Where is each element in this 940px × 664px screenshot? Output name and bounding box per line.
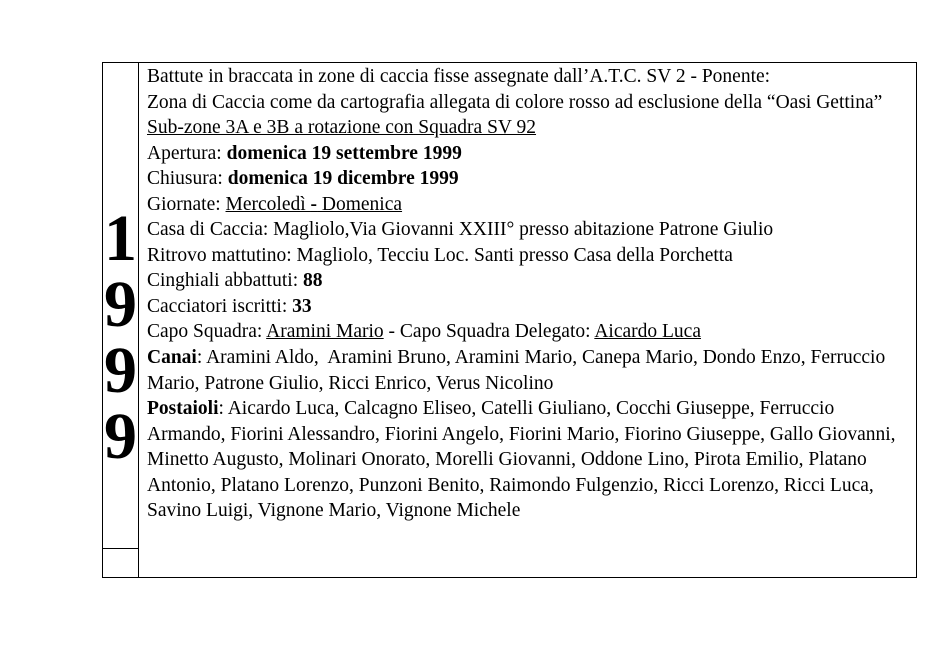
- battute-intro: [147, 64, 912, 90]
- text-segment: Apertura:: [147, 142, 227, 164]
- text-segment: Sub-zone 3A e 3B a rotazione con Squadra SV 92: [147, 117, 537, 139]
- text-segment: Casa di Caccia: Magliolo,Via Giovanni XXIII° presso abitazione Patrone Giulio: [147, 219, 774, 241]
- cacciatori-iscritti: [147, 294, 912, 320]
- text-segment: Zona di Caccia come da cartografia allegata di colore rosso ad esclusione della “Oasi Gettina”: [147, 91, 883, 113]
- year-1999-cell: [103, 63, 138, 549]
- postaioli: [147, 396, 912, 524]
- text-segment: Cinghiali abbattuti:: [147, 270, 303, 292]
- year-digit-4: 9: [104, 400, 137, 473]
- canai: [147, 345, 912, 396]
- year-digit-2: 9: [104, 268, 137, 341]
- text-segment: Domenica: [317, 193, 403, 215]
- text-segment: Battute in braccata in zone di caccia fisse assegnate dall’A.T.C. SV 2 - Ponente:: [147, 66, 771, 87]
- record-details-cell: [139, 63, 916, 577]
- text-segment: 33: [292, 295, 312, 317]
- year-digit-3: 9: [104, 334, 137, 407]
- casa-di-caccia: [147, 217, 912, 243]
- ritrovo-mattutino: [147, 243, 912, 269]
- year-column-empty-cell: [103, 549, 138, 577]
- cinghiali-abbattuti: [147, 268, 912, 294]
- text-segment: Canai: [147, 347, 197, 369]
- apertura: [147, 141, 912, 167]
- text-segment: Aramini Mario: [266, 321, 384, 343]
- zona-di-caccia: [147, 90, 912, 116]
- text-segment: : Aicardo Luca, Calcagno Eliseo, Catelli Giuliano, Cocchi Giuseppe, Ferruccio Armando, Fiorini Alessandro, Fiorini Angelo, Fiorini Mario, Fiorino Giuseppe, Gallo Giovanni, Minetto Augusto, Molinari Onorato, Morelli Giovanni, Oddone Lino, Pirota Emilio, Platano Antonio, Platano Lorenzo, Punzoni Benito, Raimondo Fulgenzio, Ricci Lorenzo, Ricci Luca, Savino Luigi, Vignone Mario, Vignone Michele: [147, 398, 901, 522]
- text-segment: Ritrovo mattutino: Magliolo, Tecciu Loc. Santi presso Casa della Porchetta: [147, 244, 733, 266]
- text-segment: Cacciatori iscritti:: [147, 295, 293, 317]
- text-segment: Giornate:: [147, 193, 226, 215]
- year-digit-1: 1: [104, 202, 137, 275]
- chiusura: [147, 166, 912, 192]
- text-segment: Postaioli: [147, 398, 219, 420]
- giornate: [147, 192, 912, 218]
- text-segment: : Aramini Aldo, Aramini Bruno, Aramini Mario, Canepa Mario, Dondo Enzo, Ferruccio Mario, Patrone Giulio, Ricci Enrico, Verus Nicolino: [147, 347, 891, 394]
- text-segment: Mercoledì: [225, 193, 311, 215]
- capo-squadra: [147, 319, 912, 345]
- text-segment: domenica 19 settembre 1999: [226, 142, 462, 164]
- text-segment: Capo Squadra:: [147, 321, 267, 343]
- year-column: [103, 63, 139, 577]
- text-segment: - Capo Squadra Delegato:: [383, 321, 595, 343]
- text-segment: -: [310, 193, 318, 215]
- text-segment: Aicardo Luca: [594, 321, 701, 343]
- text-segment: Chiusura:: [147, 168, 228, 190]
- sub-zone: [147, 115, 912, 141]
- text-segment: 88: [302, 270, 323, 292]
- hunting-record-table: [102, 62, 917, 578]
- text-segment: domenica 19 dicembre 1999: [227, 168, 459, 190]
